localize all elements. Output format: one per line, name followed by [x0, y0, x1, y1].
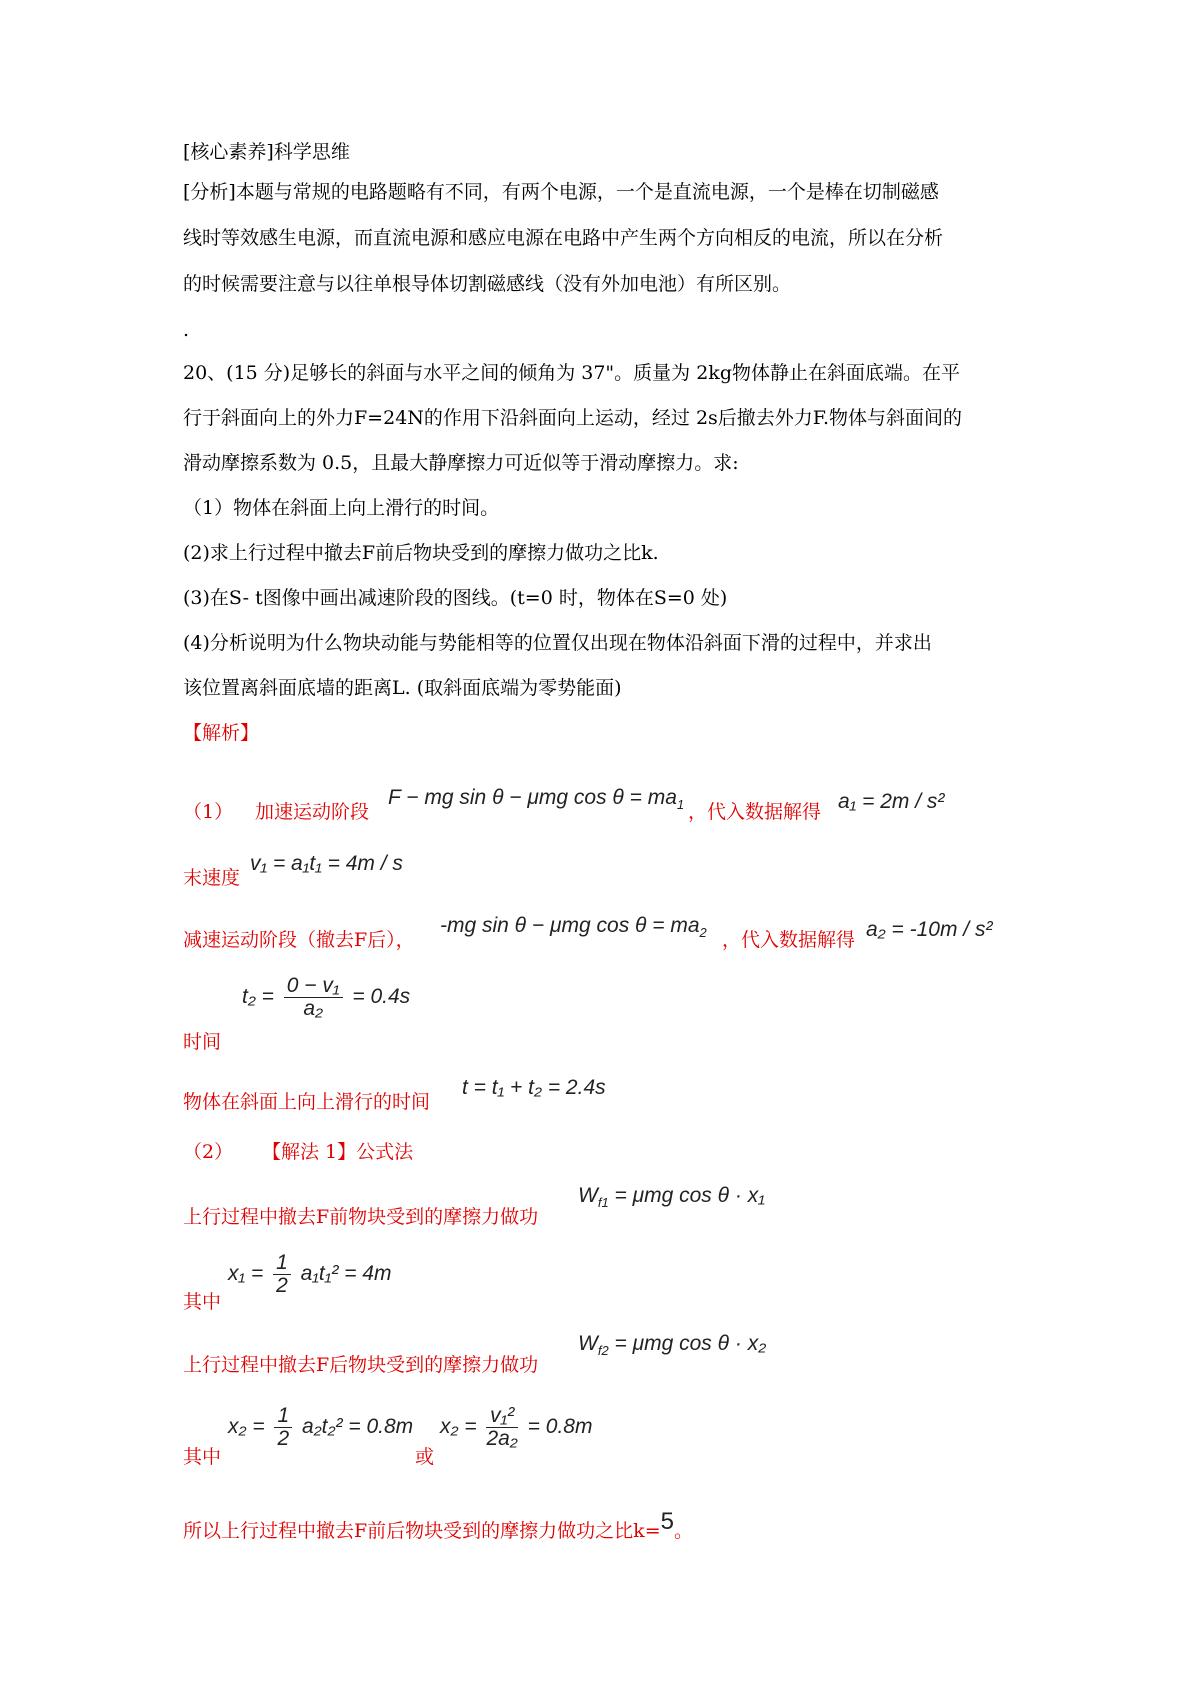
- x2-equation: x₂ = $\frac{1}{2}$ a₂t₂² = 0.8m: [228, 1404, 414, 1450]
- total-time-text: 物体在斜面上向上滑行的时间: [183, 1091, 431, 1113]
- part2-label: （2）: [183, 1141, 234, 1163]
- problem-line-2: 行于斜面向上的外力F=24N的作用下沿斜面向上运动，经过 2s后撤去外力F.物体与斜面间的: [183, 407, 963, 429]
- step1-equation: F − mg sin θ − μmg $\cos \theta = ma_1$: [388, 786, 685, 813]
- question-4-line-2: 该位置离斜面底墙的距离L. (取斜面底端为零势能面): [183, 677, 622, 699]
- x1-equation: x₁ = $\frac{1}{2}$ a₁t₁² = 4m: [228, 1251, 392, 1297]
- work-after-text: 上行过程中撤去F后物块受到的摩擦力做功: [183, 1354, 539, 1376]
- work-before-equation: $W_{f1} = \mu mg$ cos θ · x₁: [578, 1184, 765, 1211]
- where-label-2: 其中: [183, 1446, 222, 1468]
- or-label: 或: [415, 1446, 435, 1468]
- problem-line-3: 滑动摩擦系数为 0.5，且最大静摩擦力可近似等于滑动摩擦力。求:: [183, 452, 739, 474]
- work-before-text: 上行过程中撤去F前物块受到的摩擦力做功: [183, 1206, 539, 1228]
- work-after-equation: $W_{f2} = \mu mg$ cos θ · x₂: [578, 1332, 767, 1359]
- problem-line-1: 20、(15 分)足够长的斜面与水平之间的倾角为 37"。质量为 2kg物体静止在斜面底端。在平: [183, 362, 960, 384]
- method-1-label: 【解法 1】公式法: [262, 1141, 414, 1163]
- time-label: 时间: [183, 1031, 222, 1053]
- question-1: （1）物体在斜面上向上滑行的时间。: [183, 497, 500, 519]
- separator-dot: .: [183, 319, 190, 341]
- decel-equation: -mg sin θ − μmg $\cos \theta = ma_2$: [440, 914, 707, 941]
- step1-mid-text: ，代入数据解得: [688, 801, 822, 823]
- step1-result: a₁ = 2m / s²: [838, 790, 945, 813]
- question-4-line-1: (4)分析说明为什么物块动能与势能相等的位置仅出现在物体沿斜面下滑的过程中，并求出: [183, 632, 932, 654]
- ratio-conclusion: 所以上行过程中撤去F前后物块受到的摩擦力做功之比k=5。: [183, 1508, 693, 1542]
- step1-label: （1）: [183, 801, 234, 823]
- analysis-line-2: 线时等效感生电源，而直流电源和感应电源在电路中产生两个方向相反的电流，所以在分析: [183, 227, 944, 249]
- final-velocity-label: 末速度: [183, 867, 241, 889]
- solution-heading: 【解析】: [183, 722, 260, 744]
- t2-equation: t₂ = $\frac{\text{0 − v₁}}{\text{a₂}}$ = 0.4s: [242, 974, 411, 1020]
- analysis-line-1: [分析]本题与常规的电路题略有不同，有两个电源，一个是直流电源，一个是棒在切制磁感: [183, 181, 939, 203]
- decel-result: a₂ = -10m / s²: [866, 918, 993, 941]
- decel-stage-text: 减速运动阶段（撤去F后），: [183, 929, 415, 951]
- total-time-equation: t = t₁ + t₂ = 2.4s: [462, 1076, 606, 1099]
- decel-mid-text: ，代入数据解得: [722, 929, 856, 951]
- x2-alt-equation: x₂ = $\frac{\text{v₁²}}{\text{2a₂}}$ = 0.8m: [440, 1404, 593, 1450]
- final-velocity-equation: v₁ = a₁t₁ = 4m / s: [250, 852, 403, 875]
- analysis-line-3: 的时候需要注意与以往单根导体切割磁感线（没有外加电池）有所区别。: [183, 273, 792, 295]
- where-label-1: 其中: [183, 1291, 222, 1313]
- question-3: (3)在S- t图像中画出减速阶段的图线。(t=0 时，物体在S=0 处): [183, 587, 728, 609]
- question-2: (2)求上行过程中撤去F前后物块受到的摩擦力做功之比k.: [183, 542, 659, 564]
- step1-text: 加速运动阶段: [255, 801, 370, 823]
- core-literacy: [核心素养]科学思维: [183, 141, 350, 163]
